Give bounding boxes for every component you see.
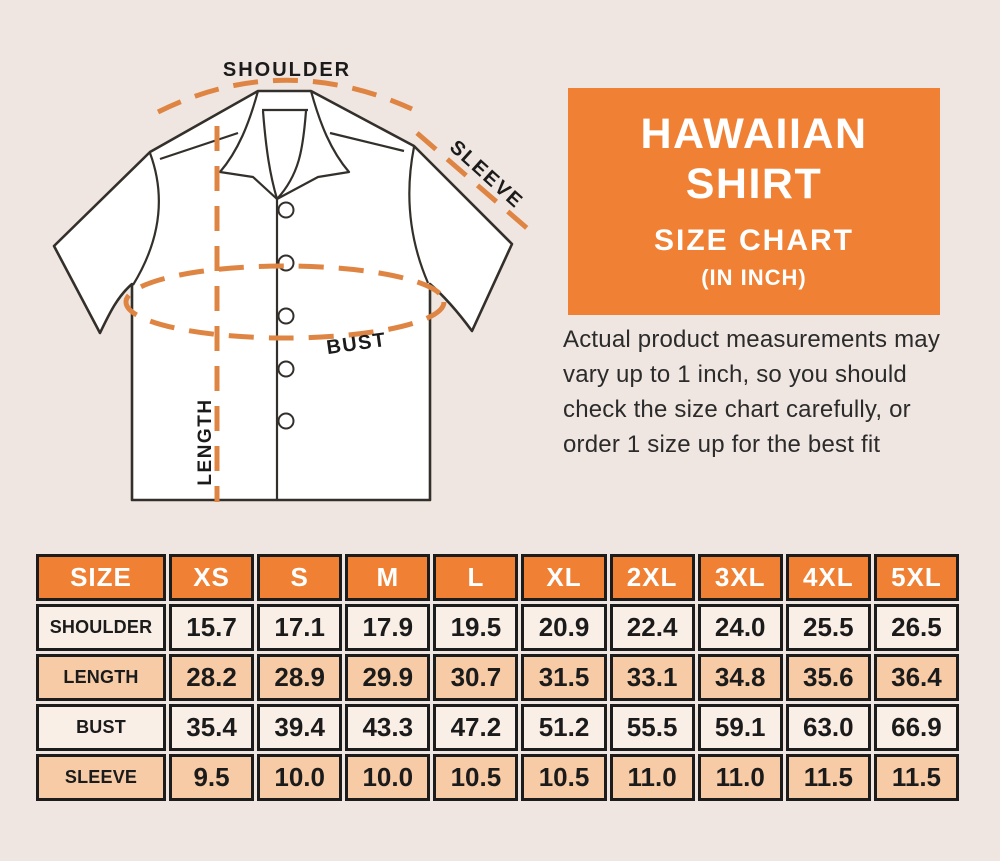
title-subtitle: SIZE CHART bbox=[654, 224, 854, 257]
measurement-value-cell: 55.5 bbox=[610, 704, 695, 751]
size-column-header: S bbox=[257, 554, 342, 601]
measurement-value-cell: 51.2 bbox=[521, 704, 606, 751]
measurement-value-cell: 17.9 bbox=[345, 604, 430, 651]
size-table bbox=[33, 551, 962, 804]
measurement-value-cell: 20.9 bbox=[521, 604, 606, 651]
size-column-header: 3XL bbox=[698, 554, 783, 601]
measurement-value-cell: 11.0 bbox=[610, 754, 695, 801]
table-row bbox=[36, 704, 959, 751]
button bbox=[279, 309, 294, 324]
measurement-value-cell: 11.5 bbox=[874, 754, 959, 801]
size-column-header: XS bbox=[169, 554, 254, 601]
measurement-value-cell: 15.7 bbox=[169, 604, 254, 651]
bust-label: BUST bbox=[325, 328, 389, 360]
size-column-header: 2XL bbox=[610, 554, 695, 601]
size-corner-header: SIZE bbox=[36, 554, 166, 601]
measurement-value-cell: 31.5 bbox=[521, 654, 606, 701]
title-line2: SHIRT bbox=[685, 160, 823, 208]
measurement-value-cell: 28.2 bbox=[169, 654, 254, 701]
measurement-value-cell: 35.4 bbox=[169, 704, 254, 751]
measurement-label-cell: LENGTH bbox=[36, 654, 166, 701]
button bbox=[279, 362, 294, 377]
measurement-value-cell: 35.6 bbox=[786, 654, 871, 701]
measurement-value-cell: 10.5 bbox=[521, 754, 606, 801]
measurement-value-cell: 25.5 bbox=[786, 604, 871, 651]
measurement-value-cell: 26.5 bbox=[874, 604, 959, 651]
title-box bbox=[568, 88, 940, 315]
size-column-header: XL bbox=[521, 554, 606, 601]
button bbox=[279, 414, 294, 429]
measurement-value-cell: 63.0 bbox=[786, 704, 871, 751]
measurement-value-cell: 30.7 bbox=[433, 654, 518, 701]
measurement-value-cell: 36.4 bbox=[874, 654, 959, 701]
measurement-value-cell: 59.1 bbox=[698, 704, 783, 751]
measurement-value-cell: 29.9 bbox=[345, 654, 430, 701]
size-column-header: M bbox=[345, 554, 430, 601]
measurement-label-cell: BUST bbox=[36, 704, 166, 751]
table-row bbox=[36, 604, 959, 651]
measurement-value-cell: 24.0 bbox=[698, 604, 783, 651]
measurement-label-cell: SLEEVE bbox=[36, 754, 166, 801]
measurement-value-cell: 47.2 bbox=[433, 704, 518, 751]
sleeve-label: SLEEVE bbox=[445, 136, 528, 214]
measurement-value-cell: 17.1 bbox=[257, 604, 342, 651]
title-unit-label: (IN INCH) bbox=[701, 265, 807, 290]
measurement-value-cell: 19.5 bbox=[433, 604, 518, 651]
measurement-value-cell: 33.1 bbox=[610, 654, 695, 701]
note-text: Actual product measurements may vary up to 1 inch, so you should check the size chart carefully, or order 1 size up for the best fit bbox=[563, 326, 941, 458]
measurement-value-cell: 10.0 bbox=[257, 754, 342, 801]
table-body bbox=[36, 604, 959, 801]
measurement-value-cell: 28.9 bbox=[257, 654, 342, 701]
measurement-value-cell: 10.5 bbox=[433, 754, 518, 801]
measurement-value-cell: 10.0 bbox=[345, 754, 430, 801]
shirt-body-outline bbox=[54, 91, 512, 500]
measurement-label-cell: SHOULDER bbox=[36, 604, 166, 651]
shirt-measurement-diagram bbox=[0, 0, 560, 540]
size-column-header: 4XL bbox=[786, 554, 871, 601]
measurement-value-cell: 11.5 bbox=[786, 754, 871, 801]
measurement-value-cell: 39.4 bbox=[257, 704, 342, 751]
table-header-row bbox=[36, 554, 959, 601]
size-column-header: 5XL bbox=[874, 554, 959, 601]
size-column-header: L bbox=[433, 554, 518, 601]
measurement-value-cell: 11.0 bbox=[698, 754, 783, 801]
title-line1: HAWAIIAN bbox=[640, 110, 868, 158]
measurement-value-cell: 34.8 bbox=[698, 654, 783, 701]
measurement-value-cell: 43.3 bbox=[345, 704, 430, 751]
button bbox=[279, 203, 294, 218]
measurement-value-cell: 9.5 bbox=[169, 754, 254, 801]
shoulder-label: SHOULDER bbox=[222, 59, 352, 81]
measurement-value-cell: 22.4 bbox=[610, 604, 695, 651]
measurement-value-cell: 66.9 bbox=[874, 704, 959, 751]
length-label: LENGTH bbox=[195, 398, 216, 486]
table-row bbox=[36, 654, 959, 701]
table-row bbox=[36, 754, 959, 801]
